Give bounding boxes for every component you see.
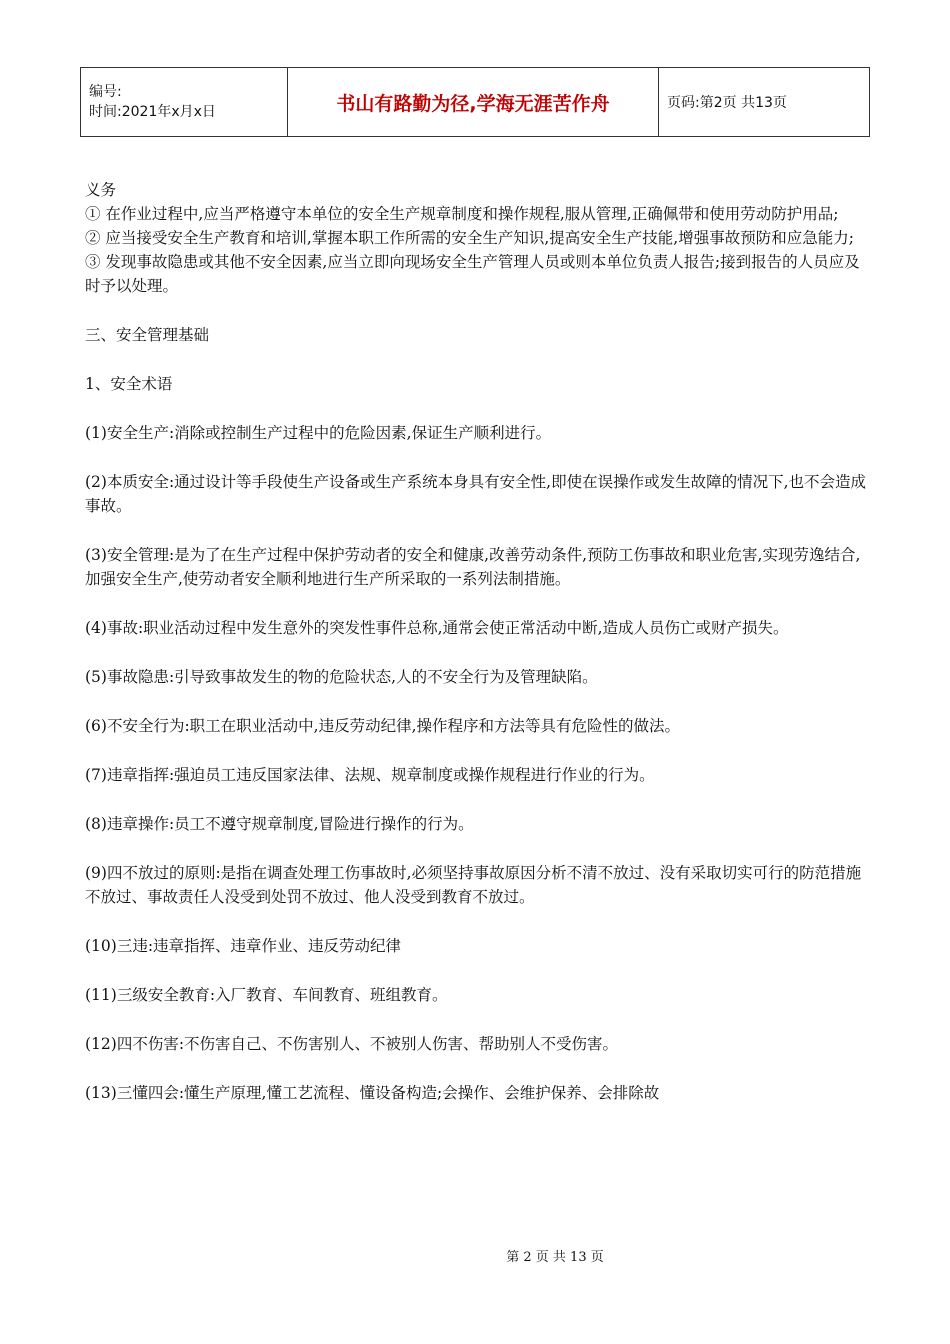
term-3: (3)安全管理:是为了在生产过程中保护劳动者的安全和健康,改善劳动条件,预防工伤事故和职业危害,实现劳逸结合,加强安全生产,使劳动者安全顺利地进行生产所采取的一系列法制措施。 xyxy=(85,546,861,588)
term-6: (6)不安全行为:职工在职业活动中,违反劳动纪律,操作程序和方法等具有危险性的做法。 xyxy=(85,717,681,735)
duty-item-1: ① 在作业过程中,应当严格遵守本单位的安全生产规章制度和操作规程,服从管理,正确佩带和使用劳动防护用品; xyxy=(85,205,839,223)
header-meta xyxy=(81,68,288,137)
header-page-info: 页码:第2页 共13页 xyxy=(659,68,870,137)
duty-title: 义务 xyxy=(85,181,117,199)
duty-item-3: ③ 发现事故隐患或其他不安全因素,应当立即向现场安全生产管理人员或则本单位负责人报告;接到报告的人员应及时予以处理。 xyxy=(85,253,860,295)
sub-title: 1、安全术语 xyxy=(85,375,173,393)
header-table xyxy=(80,67,870,137)
date-label: 时间:2021年x月x日 xyxy=(89,104,216,120)
term-8: (8)违章操作:员工不遵守规章制度,冒险进行操作的行为。 xyxy=(85,815,474,833)
term-11: (11)三级安全教育:入厂教育、车间教育、班组教育。 xyxy=(85,986,448,1004)
term-1: (1)安全生产:消除或控制生产过程中的危险因素,保证生产顺利进行。 xyxy=(85,424,552,442)
page-footer: 第 2 页 共 13 页 xyxy=(506,1250,604,1265)
document-body xyxy=(85,178,875,1105)
section-title: 三、安全管理基础 xyxy=(85,326,210,344)
term-5: (5)事故隐患:引导致事故发生的物的危险状态,人的不安全行为及管理缺陷。 xyxy=(85,668,598,686)
number-label: 编号: xyxy=(89,84,122,100)
term-2: (2)本质安全:通过设计等手段使生产设备或生产系统本身具有安全性,即使在误操作或发生故障的情况下,也不会造成事故。 xyxy=(85,473,867,515)
term-13: (13)三懂四会:懂生产原理,懂工艺流程、懂设备构造;会操作、会维护保养、会排除故 xyxy=(85,1084,660,1102)
header-motto: 书山有路勤为径,学海无涯苦作舟 xyxy=(288,68,659,137)
term-7: (7)违章指挥:强迫员工违反国家法律、法规、规章制度或操作规程进行作业的行为。 xyxy=(85,766,655,784)
term-9: (9)四不放过的原则:是指在调查处理工伤事故时,必须坚持事故原因分析不清不放过、没有采取切实可行的防范措施不放过、事故责任人没受到处罚不放过、他人没受到教育不放过。 xyxy=(85,864,862,906)
duty-item-2: ② 应当接受安全生产教育和培训,掌握本职工作所需的安全生产知识,提高安全生产技能,增强事故预防和应急能力; xyxy=(85,229,854,247)
term-4: (4)事故:职业活动过程中发生意外的突发性事件总称,通常会使正常活动中断,造成人员伤亡或财产损失。 xyxy=(85,619,789,637)
term-10: (10)三违:违章指挥、违章作业、违反劳动纪律 xyxy=(85,937,402,955)
term-12: (12)四不伤害:不伤害自己、不伤害别人、不被别人伤害、帮助别人不受伤害。 xyxy=(85,1035,619,1053)
